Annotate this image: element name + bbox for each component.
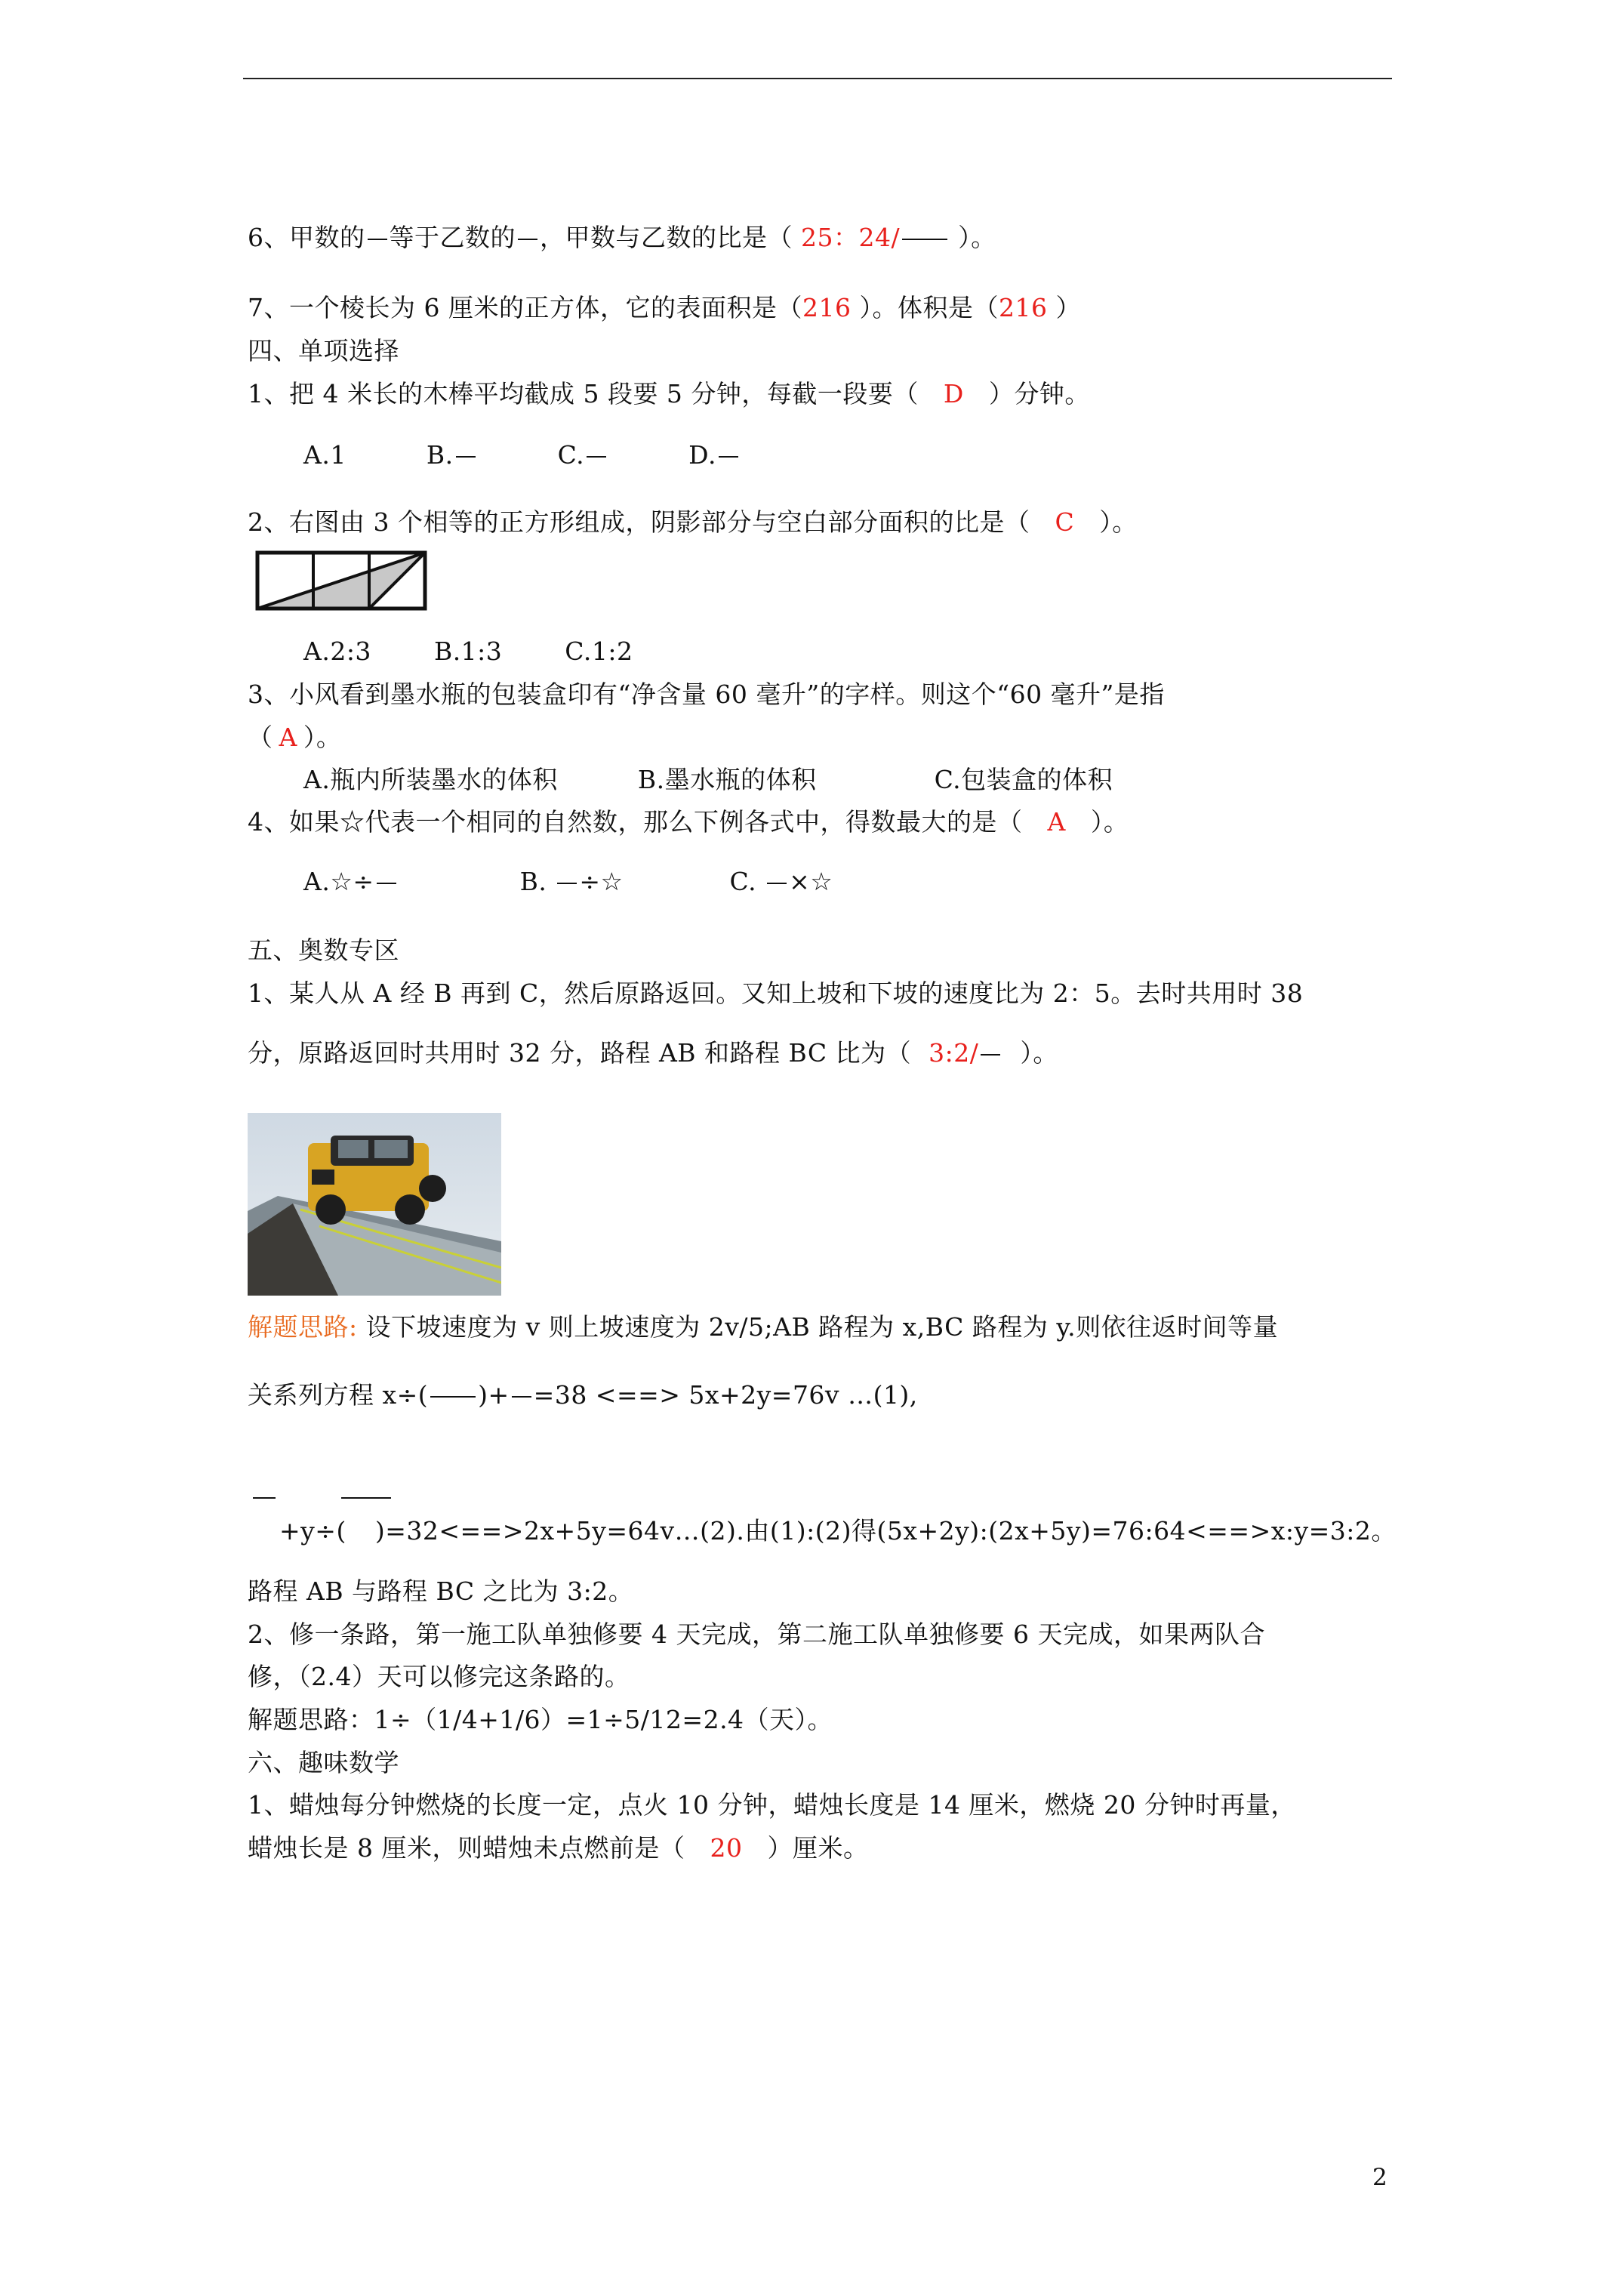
answer: 20 xyxy=(710,1833,743,1863)
fun-question-1: 1、蜡烛每分钟燃烧的长度一定，点火 10 分钟，蜡烛长度是 14 厘米，燃烧 20 分钟时再量， xyxy=(248,1790,1296,1820)
answer: 3:2/ xyxy=(929,1038,979,1068)
question-7: 7、一个棱长为 6 厘米的正方体，它的表面积是（216 ）。体积是（216 ） xyxy=(248,293,1081,322)
solution-1-line2: 关系列方程 x÷( )+ =38 <==> 5x+2y=76v …(1), xyxy=(248,1380,918,1410)
fraction xyxy=(518,239,537,240)
answer: 216 xyxy=(998,293,1048,322)
choice-options-3: A.瓶内所装墨水的体积 B.墨水瓶的体积 C.包装盒的体积 xyxy=(303,765,1113,794)
choice-options-1: A.1 B. C. D. xyxy=(303,438,793,473)
fraction xyxy=(368,239,387,240)
section-5-title: 五、奥数专区 xyxy=(248,935,399,965)
answer: 216 xyxy=(802,293,852,322)
olympiad-question-2: 2、修一条路，第一施工队单独修要 4 天完成，第二施工队单独修要 6 天完成，如果两队合 xyxy=(248,1620,1265,1649)
solution-label: 解题思路: xyxy=(248,1312,358,1342)
fraction-bar xyxy=(341,1497,391,1499)
fraction-bar xyxy=(253,1497,276,1499)
page-number: 2 xyxy=(1372,2164,1387,2191)
fraction xyxy=(902,239,947,240)
answer: D xyxy=(943,379,964,408)
olympiad-question-1-line2: 分，原路返回时共用时 32 分，路程 AB 和路程 BC 比为（ 3:2/ ）。 xyxy=(248,1038,1058,1068)
answer: A xyxy=(1047,807,1066,837)
section-6-title: 六、趣味数学 xyxy=(248,1748,399,1777)
fun-question-1-line2: 蜡烛长是 8 厘米，则蜡烛未点燃前是（ 20 ）厘米。 xyxy=(248,1833,869,1863)
question-6: 6、甲数的 等于乙数的 ，甲数与乙数的比是（ 25：24/ ）。 xyxy=(248,223,996,252)
choice-question-4: 4、如果☆代表一个相同的自然数，那么下例各式中，得数最大的是（ A ）。 xyxy=(248,807,1129,837)
solution-2: 解题思路：1÷（1/4+1/6）=1÷5/12=2.4（天）。 xyxy=(248,1705,833,1734)
section-4-title: 四、单项选择 xyxy=(248,336,399,365)
choice-options-2: A.2:3 B.1:3 C.1:2 xyxy=(303,636,633,666)
solution-1: 解题思路: 设下坡速度为 v 则上坡速度为 2v/5;AB 路程为 x,BC 路程为 y.则依往返时间等量 xyxy=(248,1312,1279,1342)
solution-1-line3: +y÷( )=32<==>2x+5y=64v…(2).由(1):(2)得(5x+2y):(2x+5y)=76:64<==>x:y=3:2。 xyxy=(279,1516,1397,1546)
three-squares-diagram xyxy=(254,550,428,612)
answer: C xyxy=(1055,507,1075,537)
solution-1-line4: 路程 AB 与路程 BC 之比为 3:2。 xyxy=(248,1576,634,1606)
choice-question-1: 1、把 4 米长的木棒平均截成 5 段要 5 分钟，每截一段要（ D ）分钟。 xyxy=(248,379,1090,408)
jeep-on-ramp-photo xyxy=(248,1113,501,1296)
choice-question-3: 3、小风看到墨水瓶的包装盒印有“净含量 60 毫升”的字样。则这个“60 毫升”是指 xyxy=(248,680,1165,709)
olympiad-question-2-line2: 修，（2.4）天可以修完这条路的。 xyxy=(248,1662,630,1691)
answer: 25：24/ xyxy=(801,223,901,252)
choice-options-4: A.☆÷ B. ÷☆ C. ×☆ xyxy=(303,867,833,896)
choice-question-2: 2、右图由 3 个相等的正方形组成，阴影部分与空白部分面积的比是（ C ）。 xyxy=(248,507,1138,537)
header-rule xyxy=(243,78,1392,79)
answer: A xyxy=(279,723,297,752)
olympiad-question-1: 1、某人从 A 经 B 再到 C，然后原路返回。又知上坡和下坡的速度比为 2：5。去时共用时 38 xyxy=(248,978,1304,1008)
choice-question-3-answer: （ A ）。 xyxy=(248,723,342,752)
